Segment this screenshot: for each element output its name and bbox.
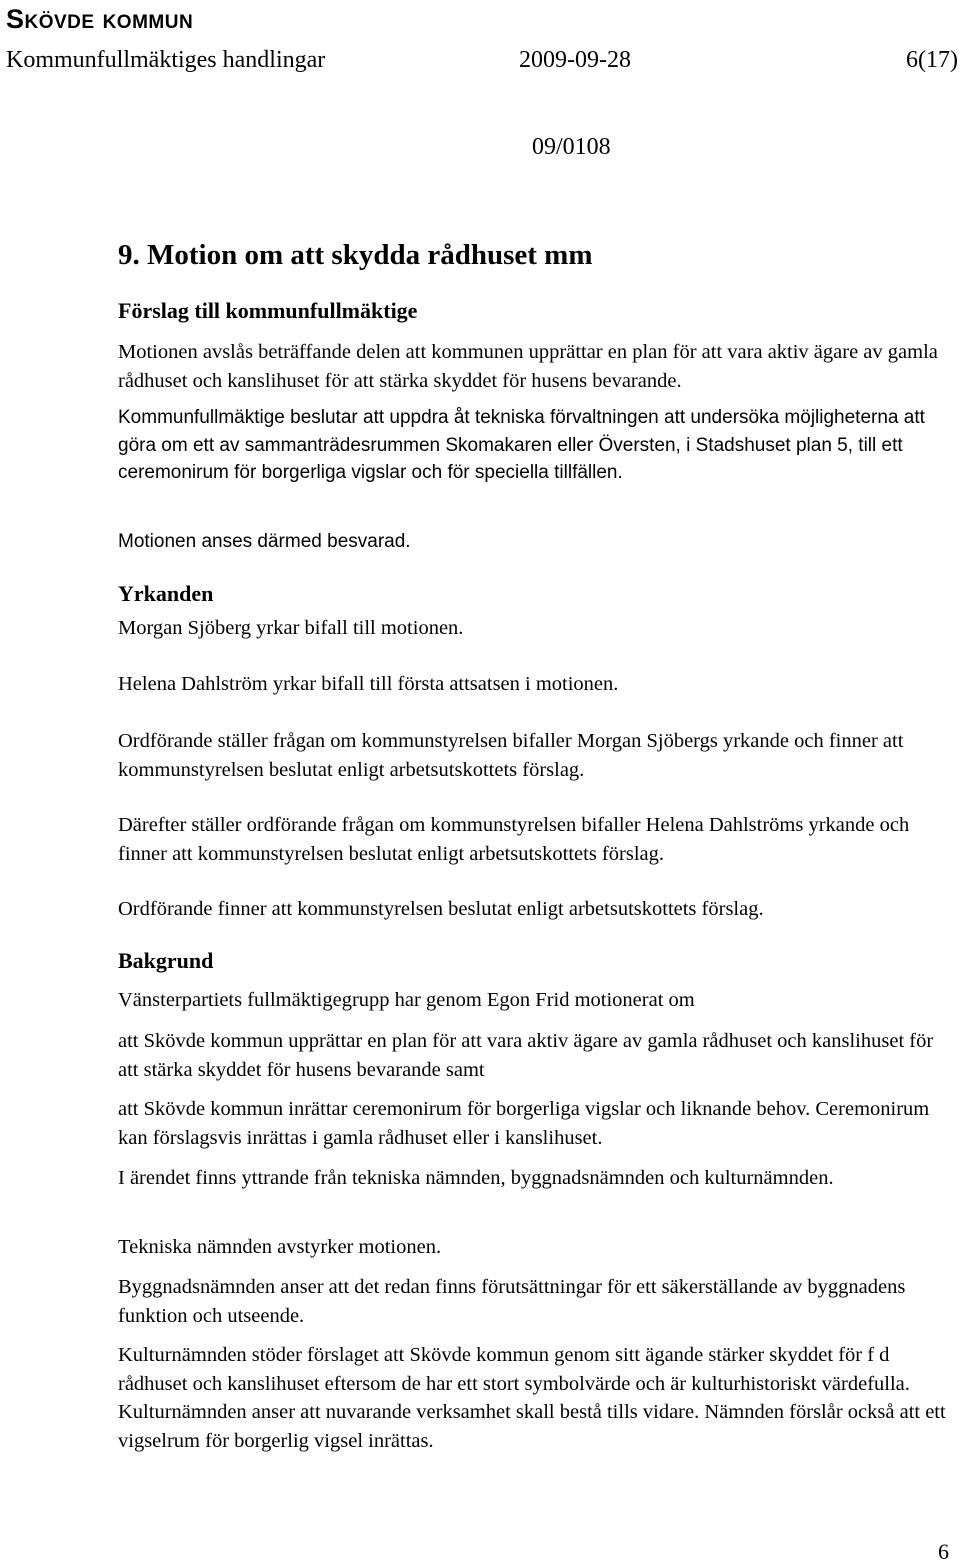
- document-date: 2009-09-28: [519, 47, 631, 73]
- proposal-paragraph-1: Motionen avslås beträffande delen att kommunen upprättar en plan för att vara aktiv ägare av gamla rådhuset och kanslihuset för att stärka skyddet för husens bevarande.: [118, 341, 938, 392]
- background-paragraph-3: att Skövde kommun inrättar ceremonirum för borgerliga vigslar och liknande behov. Ceremonirum kan förslagsvis inrättas i gamla rådhuset eller i kanslihuset.: [118, 1098, 930, 1149]
- background-paragraph-1: Vänsterpartiets fullmäktigegrupp har genom Egon Frid motionerat om: [118, 989, 695, 1011]
- diary-number: 09/0108: [532, 134, 611, 160]
- section-heading: 9. Motion om att skydda rådhuset mm: [118, 239, 593, 271]
- page-indicator: 6(17): [906, 47, 958, 73]
- claims-paragraph-4: Därefter ställer ordförande frågan om kommunstyrelsen bifaller Helena Dahlströms yrkande och finner att kommunstyrelsen beslutat enligt arbetsutskottets förslag.: [118, 814, 910, 865]
- background-paragraph-2: att Skövde kommun upprättar en plan för att vara aktiv ägare av gamla rådhuset och kanslihuset för att stärka skyddet för husens bevarande samt: [118, 1030, 934, 1081]
- claims-paragraph-5: Ordförande finner att kommunstyrelsen beslutat enligt arbetsutskottets förslag.: [118, 898, 764, 920]
- background-paragraph-5: Tekniska nämnden avstyrker motionen.: [118, 1236, 442, 1258]
- document-title: Kommunfullmäktiges handlingar: [6, 47, 326, 73]
- municipality-logo: Skövde kommun: [6, 4, 194, 34]
- claims-paragraph-3: Ordförande ställer frågan om kommunstyrelsen bifaller Morgan Sjöbergs yrkande och finner att kommunstyrelsen beslutat enligt arbetsutskottets förslag.: [118, 730, 904, 781]
- background-paragraph-4: I ärendet finns yttrande från tekniska nämnden, byggnadsnämnden och kulturnämnden.: [118, 1167, 834, 1189]
- background-paragraph-7: Kulturnämnden stöder förslaget att Skövde kommun genom sitt ägande stärker skyddet för f d rådhuset och kanslihuset eftersom de har ett stort symbolvärde och är kulturhistoriskt värdefulla. Kulturnämnden anser att nuvarande verksamhet skall bestå tills vidare. Nämnden förslår också att ett vigselrum för borgerlig vigsel inrättas.: [118, 1344, 946, 1452]
- claims-paragraph-1: Morgan Sjöberg yrkar bifall till motionen.: [118, 617, 464, 639]
- background-heading: Bakgrund: [118, 948, 214, 973]
- proposal-heading: Förslag till kommunfullmäktige: [118, 298, 418, 323]
- background-paragraph-6: Byggnadsnämnden anser att det redan finns förutsättningar för ett säkerställande av byggnadens funktion och utseende.: [118, 1276, 906, 1327]
- proposal-paragraph-2: Kommunfullmäktige beslutar att uppdra åt tekniska förvaltningen att undersöka möjligheterna att göra om ett av sammanträdesrummen Skomakaren eller Översten, i Stadshuset plan 5, till ett ceremonirum för borgerliga vigslar och för speciella tillfällen.: [118, 407, 925, 483]
- claims-paragraph-2: Helena Dahlström yrkar bifall till första attsatsen i motionen.: [118, 673, 619, 695]
- claims-heading: Yrkanden: [118, 581, 214, 606]
- footer-page-number: 6: [938, 1539, 949, 1564]
- proposal-paragraph-3: Motionen anses därmed besvarad.: [118, 531, 411, 552]
